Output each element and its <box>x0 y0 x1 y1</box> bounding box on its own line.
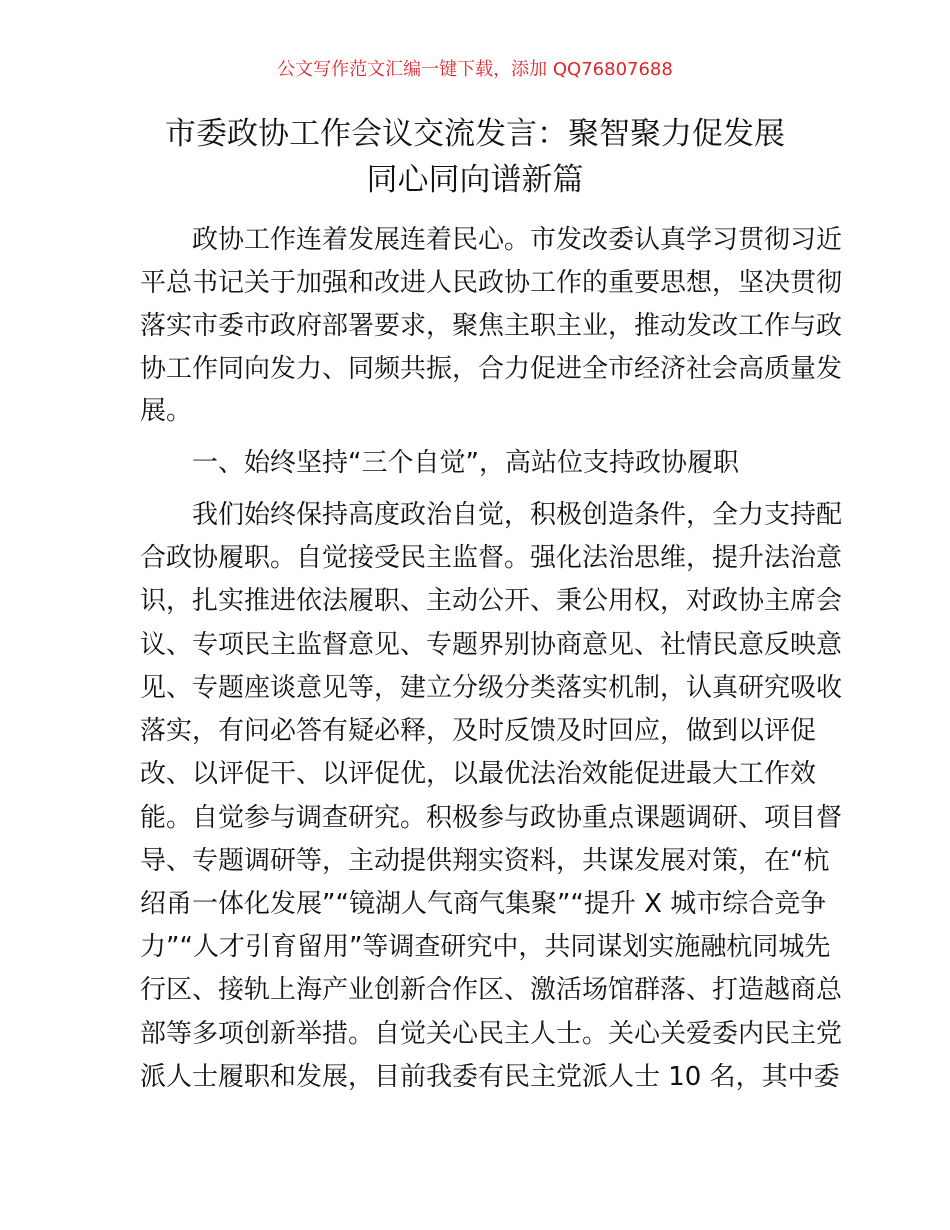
download-banner: 公文写作范文汇编一键下载，添加 QQ76807688 <box>277 59 673 80</box>
document-title-line-2: 同心同向谱新篇 <box>366 162 584 198</box>
paragraph-line: 部等多项创新举措。自觉关心民主人士。关心关爱委内民主党 <box>140 1019 843 1049</box>
paragraph-line: 导、专题调研等，主动提供翔实资料，共谋发展对策，在“杭 <box>140 846 830 876</box>
paragraph-line: 我们始终保持高度政治自觉，积极创造条件，全力支持配 <box>192 500 843 530</box>
paragraph-line: 议、专项民主监督意见、专题界别协商意见、社情民意反映意 <box>140 630 843 660</box>
paragraph-line: 行区、接轨上海产业创新合作区、激活场馆群落、打造越商总 <box>140 975 843 1005</box>
document-title-line-1: 市委政协工作会议交流发言：聚智聚力促发展 <box>165 116 785 152</box>
paragraph-line: 改、以评促干、以评促优，以最优法治效能促进最大工作效 <box>140 759 817 789</box>
paragraph-line: 政协工作连着发展连着民心。市发改委认真学习贯彻习近 <box>192 225 843 255</box>
paragraph-line: 派人士履职和发展，目前我委有民主党派人士 10 名，其中委 <box>140 1062 840 1092</box>
paragraph-line: 绍甬一体化发展”“镜湖人气商气集聚”“提升 X 城市综合竞争 <box>140 889 827 919</box>
paragraph-line: 力”“人才引育留用”等调查研究中，共同谋划实施融杭同城先 <box>140 932 831 962</box>
paragraph-line: 见、专题座谈意见等，建立分级分类落实机制，认真研究吸收 <box>140 673 843 703</box>
section-heading: 一、始终坚持“三个自觉”，高站位支持政协履职 <box>192 448 739 478</box>
paragraph-line: 落实市委市政府部署要求，聚焦主职主业，推动发改工作与政 <box>140 311 843 341</box>
paragraph-line: 展。 <box>140 396 193 426</box>
paragraph-line: 协工作同向发力、同频共振，合力促进全市经济社会高质量发 <box>140 354 843 384</box>
paragraph-line: 落实，有问必答有疑必释，及时反馈及时回应，做到以评促 <box>140 716 817 746</box>
paragraph-line: 识，扎实推进依法履职、主动公开、秉公用权，对政协主席会 <box>140 586 843 616</box>
paragraph-line: 能。自觉参与调查研究。积极参与政协重点课题调研、项目督 <box>140 803 843 833</box>
paragraph-line: 平总书记关于加强和改进人民政协工作的重要思想，坚决贯彻 <box>140 268 843 298</box>
paragraph-line: 合政协履职。自觉接受民主监督。强化法治思维，提升法治意 <box>140 543 843 573</box>
